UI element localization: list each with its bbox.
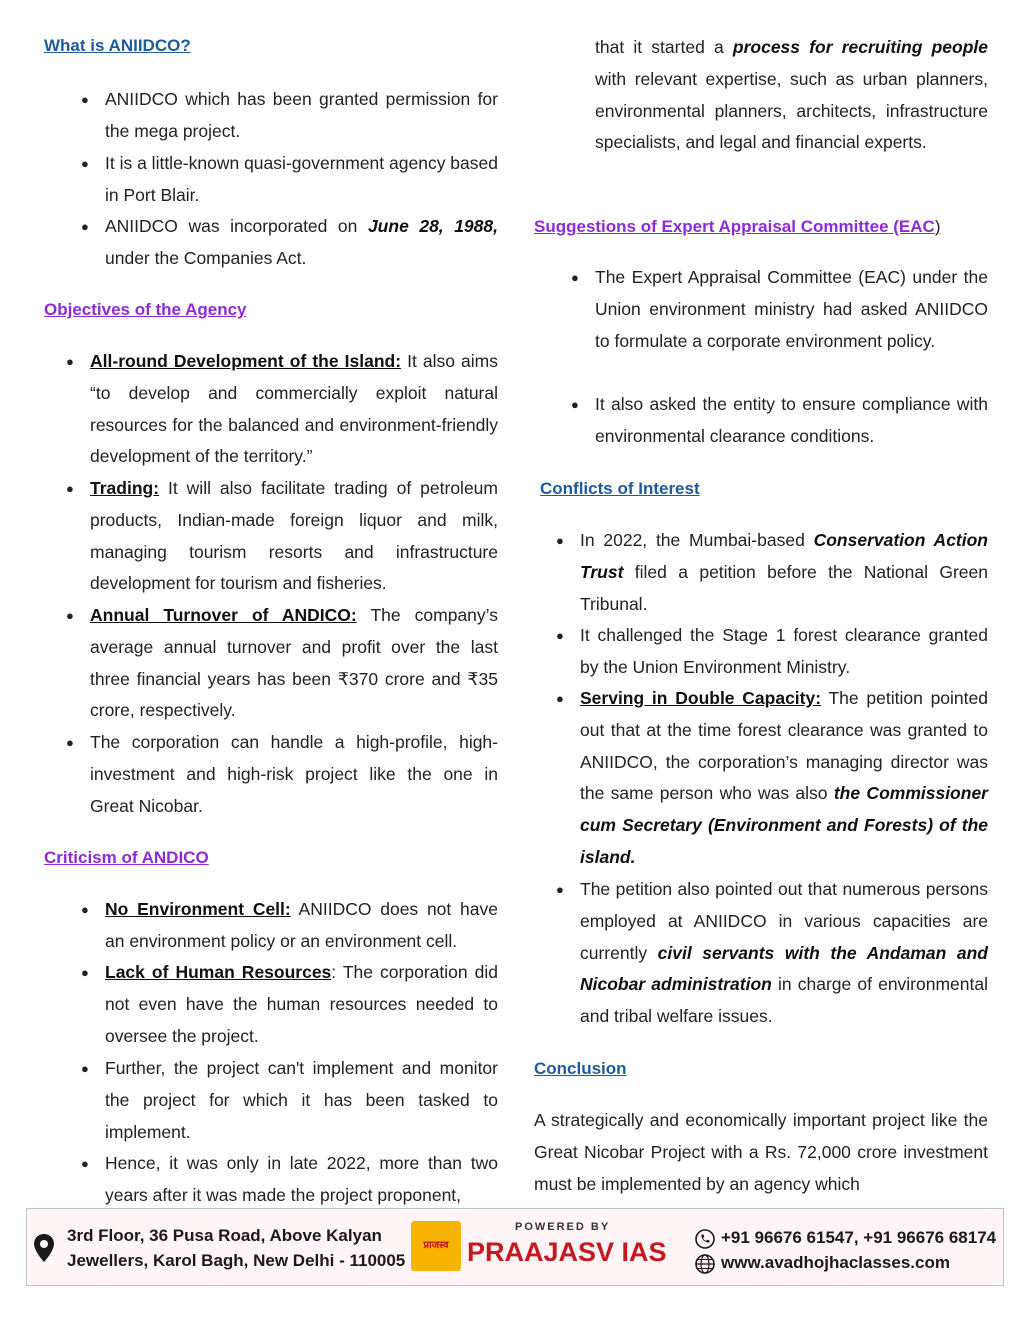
list-item: ● Further, the project can't implement and monitor the project for which it has been tasked to implement. xyxy=(105,1053,498,1148)
bullet-icon: ● xyxy=(81,902,89,917)
list-item: ● Trading: It will also facilitate trading of petroleum products, Indian-made foreign liquor and milk, managing tourism resorts and infrastructure development for tourism and fisheries. xyxy=(90,473,498,600)
list-item: ● Hence, it was only in late 2022, more than two years after it was made the project proponent, xyxy=(105,1148,498,1212)
heading-what-is-aniidco: What is ANIIDCO? xyxy=(44,36,191,55)
location-pin-icon xyxy=(33,1233,55,1263)
list-item: ● The Expert Appraisal Committee (EAC) under the Union environment ministry had asked ANIIDCO to formulate a corporate environment policy. xyxy=(595,262,988,357)
bullet-icon: ● xyxy=(81,965,89,980)
list-item: ● It is a little-known quasi-government agency based in Port Blair. xyxy=(105,148,498,212)
globe-icon xyxy=(695,1254,715,1274)
heading-criticism: Criticism of ANDICO xyxy=(44,848,209,867)
conclusion-paragraph: A strategically and economically important project like the Great Nicobar Project with a Rs. 72,000 crore investment must be implemented by an agency which xyxy=(534,1110,988,1194)
heading-eac: Suggestions of Expert Appraisal Committee (EAC) xyxy=(534,217,941,236)
bullet-icon: ● xyxy=(66,354,74,369)
list-item: ● Annual Turnover of ANDICO: The company’s average annual turnover and profit over the last three financial years has been ₹370 crore and ₹35 crore, respectively. xyxy=(90,600,498,727)
list-item: ● The corporation can handle a high-profile, high-investment and high-risk project like the one in Great Nicobar. xyxy=(90,727,498,822)
heading-conclusion: Conclusion xyxy=(534,1059,627,1078)
bullet-icon: ● xyxy=(556,691,564,706)
heading-objectives: Objectives of the Agency xyxy=(44,300,247,319)
bullet-icon: ● xyxy=(81,219,89,234)
bullet-icon: ● xyxy=(81,92,89,107)
bullet-icon: ● xyxy=(66,735,74,750)
bullet-icon: ● xyxy=(81,1061,89,1076)
list-item: ● It also asked the entity to ensure compliance with environmental clearance conditions. xyxy=(595,389,988,453)
bullet-icon: ● xyxy=(66,608,74,623)
bullet-icon: ● xyxy=(556,882,564,897)
bullet-icon: ● xyxy=(556,628,564,643)
list-item: ● Serving in Double Capacity: The petition pointed out that at the time forest clearance was granted to ANIIDCO, the corporation’s managing director was the same person who was also the Commissioner cum Secretary (Environment and Forests) of the island. xyxy=(580,683,988,874)
bullet-icon: ● xyxy=(81,156,89,171)
list-item: ● ANIIDCO which has been granted permission for the mega project. xyxy=(105,84,498,148)
bullet-icon: ● xyxy=(556,533,564,548)
powered-by-label: POWERED BY xyxy=(515,1221,611,1233)
brand-name: PRAAJASV IAS xyxy=(467,1237,667,1267)
list-item: ● The petition also pointed out that numerous persons employed at ANIIDCO in various capacities are currently civil servants with the Andaman and Nicobar administration in charge of environmental and tribal welfare issues. xyxy=(580,874,988,1033)
phone-icon xyxy=(695,1229,715,1249)
list-item: ● No Environment Cell: ANIIDCO does not have an environment policy or an environment cell. xyxy=(105,894,498,958)
list-item: ● In 2022, the Mumbai-based Conservation Action Trust filed a petition before the National Green Tribunal. xyxy=(580,525,988,620)
list-item: ● All-round Development of the Island: It also aims “to develop and commercially exploit natural resources for the balanced and environment-friendly development of the territory.” xyxy=(90,346,498,473)
bullet-icon: ● xyxy=(66,481,74,496)
footer-banner: 3rd Floor, 36 Pusa Road, Above Kalyan Jewellers, Karol Bagh, New Delhi - 110005 प्राजस्व POWERED BY PRAAJASV IAS +91 96676 61547, +91 96676 68174 www.avadhojhaclasses.com xyxy=(26,1208,1004,1286)
brand-logo: प्राजस्व xyxy=(411,1221,461,1271)
continuation-paragraph: that it started a process for recruiting people with relevant expertise, such as urban planners, environmental planners, architects, infrastructure specialists, and legal and financial experts. xyxy=(595,37,989,153)
list-item: ● Lack of Human Resources: The corporation did not even have the human resources needed to oversee the project. xyxy=(105,957,498,1052)
bullet-icon: ● xyxy=(571,397,579,412)
list-item: ● It challenged the Stage 1 forest clearance granted by the Union Environment Ministry. xyxy=(580,620,988,684)
bullet-icon: ● xyxy=(571,270,579,285)
heading-conflicts: Conflicts of Interest xyxy=(540,479,700,498)
bullet-icon: ● xyxy=(81,1156,89,1171)
list-item: ● ANIIDCO was incorporated on June 28, 1988, under the Companies Act. xyxy=(105,211,498,275)
address: 3rd Floor, 36 Pusa Road, Above Kalyan Jewellers, Karol Bagh, New Delhi - 110005 xyxy=(67,1226,406,1270)
